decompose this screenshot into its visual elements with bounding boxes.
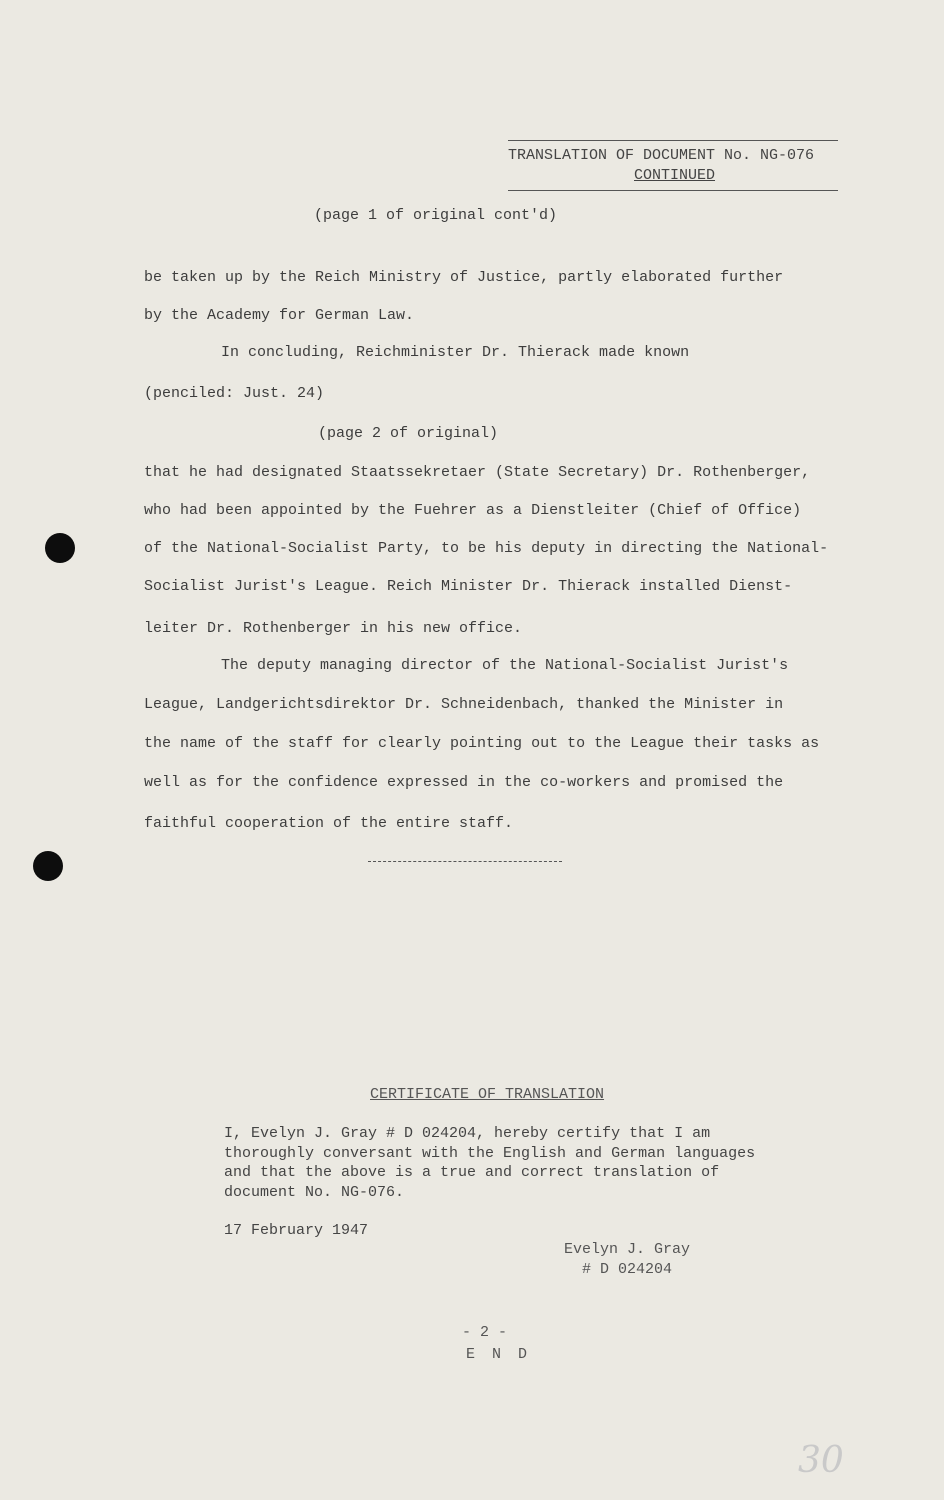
body-line: that he had designated Staatssekretaer (State Secretary) Dr. Rothenberger, [144,464,811,481]
body-line: faithful cooperation of the entire staff. [144,815,514,832]
punch-hole [45,533,75,563]
body-line: In concluding, Reichminister Dr. Thierack made known [221,344,690,361]
body-line: be taken up by the Reich Ministry of Justice, partly elaborated further [144,269,784,286]
body-line: Socialist Jurist's League. Reich Minister Dr. Thierack installed Dienst- [144,578,793,595]
body-line: League, Landgerichtsdirektor Dr. Schneidenbach, thanked the Minister in [144,696,784,713]
translator-signature: Evelyn J. Gray # D 024204 [564,1241,691,1278]
header-rule [508,190,838,191]
certificate-date: 17 February 1947 [224,1222,369,1239]
body-line: of the National-Socialist Party, to be his deputy in directing the National- [144,540,829,557]
page-note: (page 1 of original cont'd) [314,207,558,224]
page-number: - 2 - [462,1324,508,1341]
body-line: the name of the staff for clearly pointing out to the League their tasks as [144,735,820,752]
pencil-note: (penciled: Just. 24) [144,385,325,402]
body-line: who had been appointed by the Fuehrer as a Dienstleiter (Chief of Office) [144,502,802,519]
certificate-text: I, Evelyn J. Gray # D 024204, hereby certify that I am thoroughly conversant with the English and German languages and that the above is a true and correct translation of document No. NG-076. [224,1125,756,1201]
certificate-title: CERTIFICATE OF TRANSLATION [370,1086,605,1103]
header-title: TRANSLATION OF DOCUMENT No. NG-076 [508,147,815,164]
document-header [508,140,838,191]
section-separator [368,861,562,862]
body-line: by the Academy for German Law. [144,307,415,324]
body-line: The deputy managing director of the National-Socialist Jurist's [221,657,789,674]
end-marker: E N D [466,1346,532,1363]
header-subtitle: CONTINUED [634,167,716,184]
page-note: (page 2 of original) [318,425,499,442]
body-line: well as for the confidence expressed in the co-workers and promised the [144,774,784,791]
punch-hole [33,851,63,881]
body-line: leiter Dr. Rothenberger in his new office. [144,620,523,637]
handwritten-folio-number: 30 [798,1440,844,1481]
